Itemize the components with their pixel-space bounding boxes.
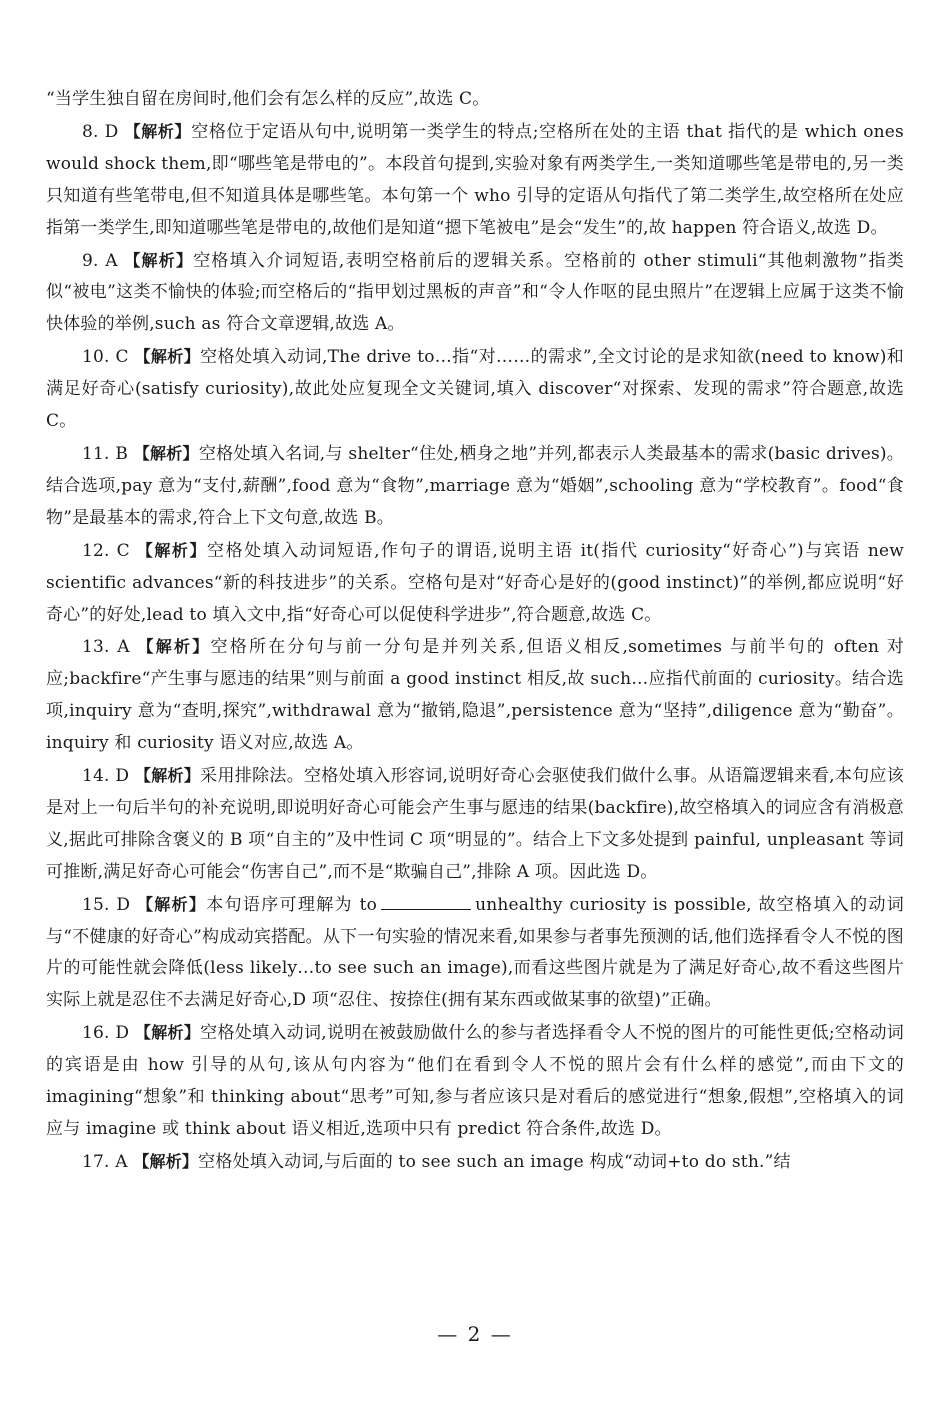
explanation-text-part-a: 本句语序可理解为 to bbox=[206, 894, 378, 915]
fill-in-blank bbox=[381, 895, 471, 910]
explanation-text: 空格处填入名词,与 shelter“住处,栖身之地”并列,都表示人类最基本的需求(basic drives)。结合选项,pay 意为“支付,薪酬”,food 意为“食物”,marriage 意为“婚姻”,schooling 意为“学校教育”。food“食物”是最基本的需求,符合上下文句意,故选 B。 bbox=[46, 443, 904, 528]
explanation-text: 空格处填入动词,与后面的 to see such an image 构成“动词+to do sth.”结 bbox=[198, 1151, 791, 1172]
analysis-label: 【解析】 bbox=[137, 637, 211, 657]
analysis-label: 【解析】 bbox=[134, 766, 201, 786]
question-number: 15. D bbox=[82, 894, 131, 915]
explanation-11 bbox=[46, 438, 904, 535]
analysis-label: 【解析】 bbox=[136, 540, 208, 560]
explanation-text: 采用排除法。空格处填入形容词,说明好奇心会驱使我们做什么事。从语篇逻辑来看,本句应该是对上一句后半句的补充说明,即说明好奇心可能会产生事与愿违的结果(backfire),故空格填入的词应含有消极意义,据此可排除含褒义的 B 项“自主的”及中性词 C 项“明显的”。结合上下文多处提到 painful, unpleasant 等词可推断,满足好奇心可能会“伤害自己”,而不是“欺骗自己”,排除 A 项。因此选 D。 bbox=[46, 766, 904, 882]
question-number: 10. C bbox=[82, 347, 129, 368]
analysis-label: 【解析】 bbox=[133, 1151, 199, 1171]
explanation-13 bbox=[46, 631, 904, 760]
explanation-text: 空格位于定语从句中,说明第一类学生的特点;空格所在处的主语 that 指代的是 which ones would shock them,即“哪些笔是带电的”。本段首句提到,实验对象有两类学生,一类知道哪些笔是带电的,另一类只知道有些笔带电,但不知道具体是哪些笔。本句第一个 who 引导的定语从句指代了第二类学生,故空格所在处应指第一类学生,即知道哪些笔是带电的,故他们是知道“摁下笔被电”是会“发生”的,故 happen 符合语义,故选 D。 bbox=[46, 121, 904, 238]
explanation-10 bbox=[46, 341, 904, 438]
explanation-17 bbox=[46, 1146, 904, 1179]
analysis-label: 【解析】 bbox=[134, 1023, 201, 1043]
explanation-text: 空格处填入动词,说明在被鼓励做什么的参与者选择看令人不悦的图片的可能性更低;空格动词的宾语是由 how 引导的从句,该从句内容为“他们在看到令人不悦的照片会有什么样的感觉”,而由下文的 imagining“想象”和 thinking about“思考”可知,参与者应该只是对看后的感觉进行“想象,假想”,空格填入的词应与 imagine 或 think about 语义相近,选项中只有 predict 符合条件,故选 D。 bbox=[46, 1023, 905, 1139]
analysis-label: 【解析】 bbox=[124, 250, 194, 270]
question-number: 14. D bbox=[82, 766, 130, 787]
question-number: 13. A bbox=[82, 637, 130, 658]
answer-explanations bbox=[46, 84, 904, 1179]
explanation-9 bbox=[46, 245, 904, 342]
explanation-text: 空格所在分句与前一分句是并列关系,但语义相反,sometimes 与前半句的 often 对应;backfire“产生事与愿违的结果”则与前面 a good instinct 相反,故 such…应指代前面的 curiosity。结合选项,inquiry 意为“查明,探究”,withdrawal 意为“撤销,隐退”,persistence 意为“坚持”,diligence 意为“勤奋”。inquiry 和 curiosity 语义对应,故选 A。 bbox=[46, 637, 905, 754]
explanation-14 bbox=[46, 760, 904, 889]
explanation-text-part-b: unhealthy curiosity is possible, 故空格填入的动词与“不健康的好奇心”构成动宾搭配。从下一句实验的情况来看,如果参与者事先预测的话,他们选择看令人不悦的图片的可能性就会降低(less likely…to see such an image),而看这些图片就是为了满足好奇心,故不看这些图片实际上就是忍住不去满足好奇心,D 项“忍住、按捺住(拥有某东西或做某事的欲望)”正确。 bbox=[46, 894, 904, 1011]
explanation-15 bbox=[46, 889, 904, 1018]
explanation-8 bbox=[46, 116, 904, 245]
analysis-label: 【解析】 bbox=[136, 894, 207, 914]
question-number: 8. D bbox=[82, 121, 119, 142]
explanation-12 bbox=[46, 535, 904, 632]
analysis-label: 【解析】 bbox=[124, 121, 192, 141]
explanation-text: 空格填入介词短语,表明空格前后的逻辑关系。空格前的 other stimuli“其他刺激物”指类似“被电”这类不愉快的体验;而空格后的“指甲划过黑板的声音”和“令人作呕的昆虫照片”在逻辑上应属于这类不愉快体验的举例,such as 符合文章逻辑,故选 A。 bbox=[46, 250, 904, 335]
question-number: 11. B bbox=[82, 443, 129, 464]
question-number: 17. A bbox=[82, 1151, 128, 1172]
analysis-label: 【解析】 bbox=[133, 443, 199, 463]
question-number: 9. A bbox=[82, 250, 118, 271]
question-number: 12. C bbox=[82, 540, 130, 561]
analysis-label: 【解析】 bbox=[134, 347, 201, 367]
explanation-text: 空格处填入动词短语,作句子的谓语,说明主语 it(指代 curiosity“好奇心”)与宾语 new scientific advances“新的科技进步”的关系。空格句是对“好奇心是好的(good instinct)”的举例,都应说明“好奇心”的好处,lead to 填入文中,指“好奇心可以促使科学进步”,符合题意,故选 C。 bbox=[46, 540, 904, 625]
page-number: — 2 — bbox=[437, 1322, 513, 1346]
explanation-text: 空格处填入动词,The drive to…指“对……的需求”,全文讨论的是求知欲(need to know)和满足好奇心(satisfy curiosity),故此处应复现全文关键词,填入 discover“对探索、发现的需求”符合题意,故选 C。 bbox=[46, 347, 904, 432]
paragraph-text: “当学生独自留在房间时,他们会有怎么样的反应”,故选 C。 bbox=[46, 89, 490, 109]
question-number: 16. D bbox=[82, 1023, 130, 1044]
explanation-16 bbox=[46, 1017, 904, 1146]
paragraph-7-tail bbox=[46, 84, 904, 116]
